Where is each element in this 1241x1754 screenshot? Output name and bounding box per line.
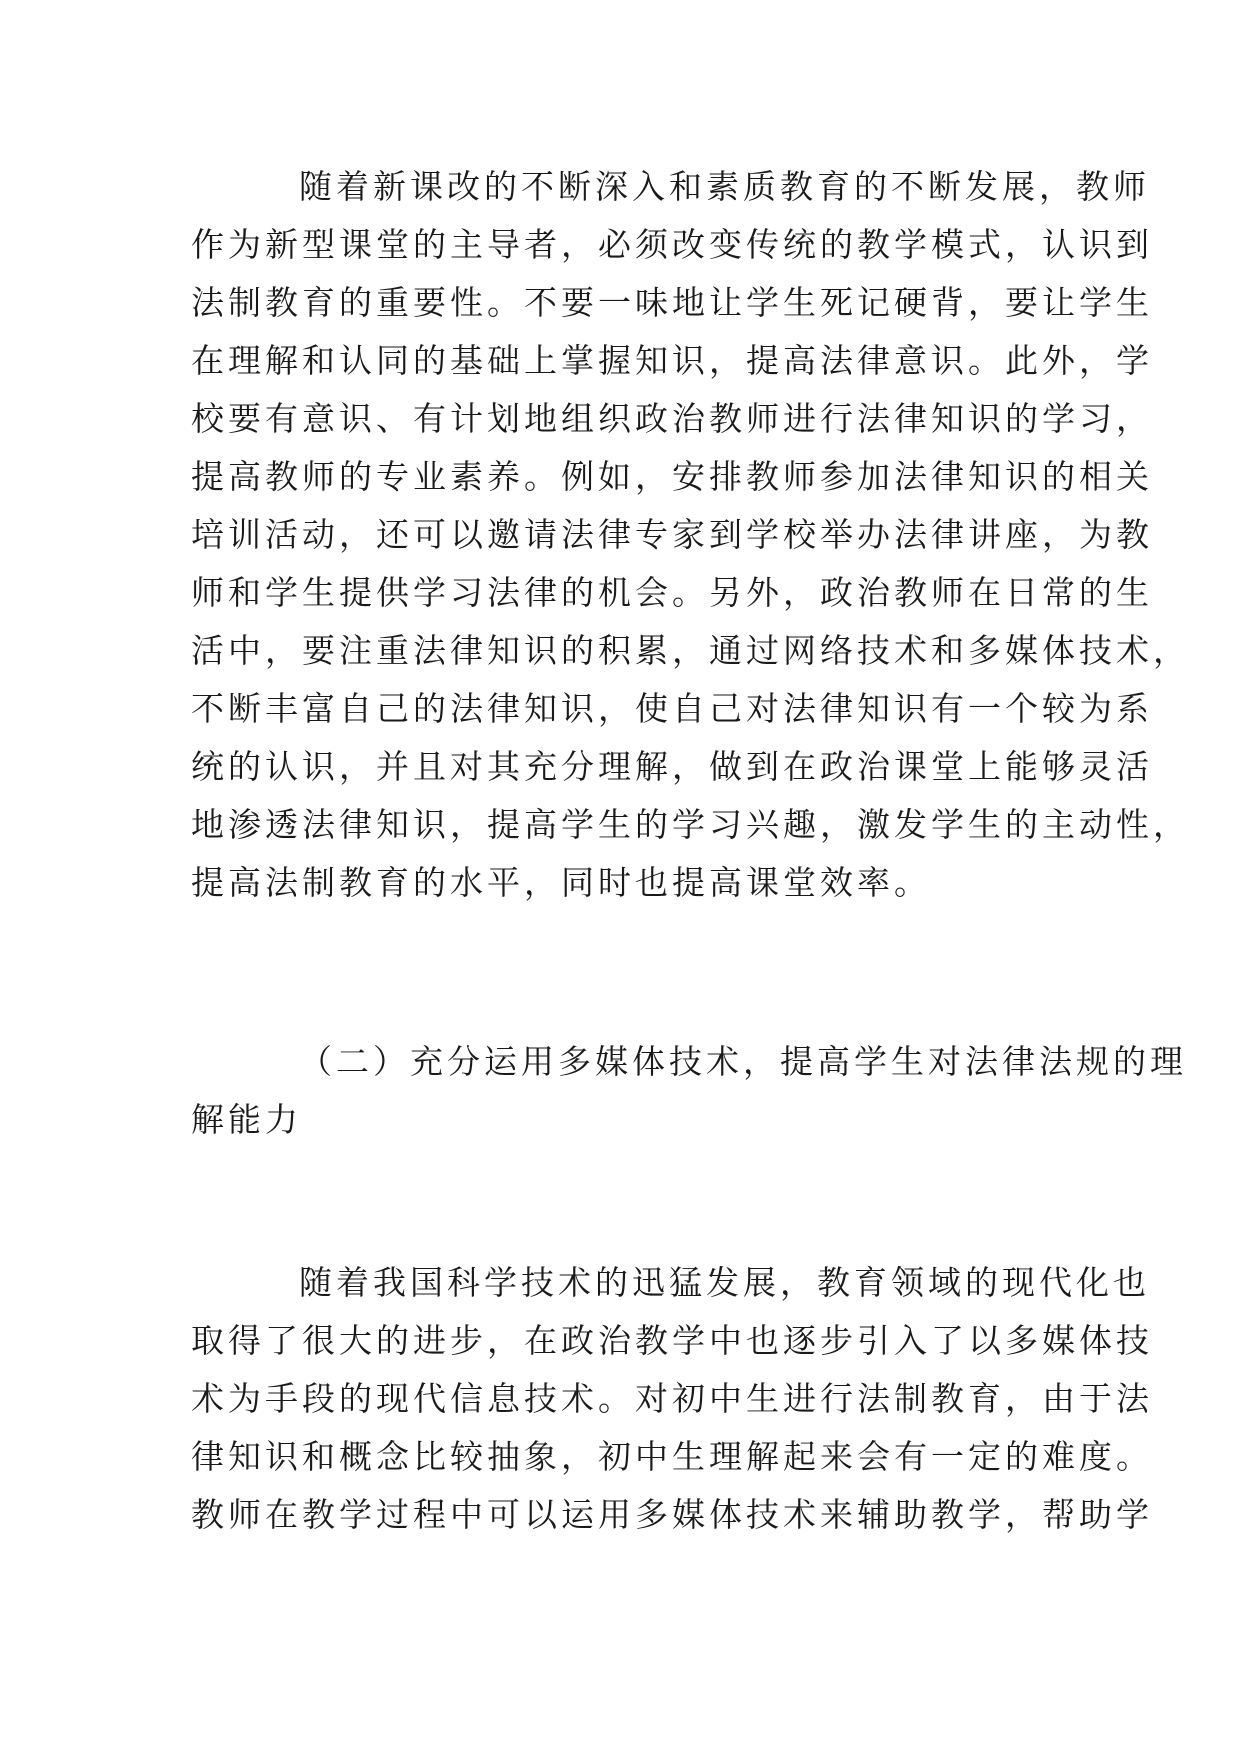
section-heading xyxy=(191,1033,1187,1149)
paragraph-line: 活中，要注重法律知识的积累，通过网络技术和多媒体技术， xyxy=(191,631,1190,670)
paragraph-line: 培训活动，还可以邀请法律专家到学校举办法律讲座，为教 xyxy=(191,515,1153,554)
paragraph-line: 师和学生提供学习法律的机会。另外，政治教师在日常的生 xyxy=(191,573,1153,612)
paragraph-line: 术为手段的现代信息技术。对初中生进行法制教育，由于法 xyxy=(191,1379,1153,1418)
paragraph-line: 作为新型课堂的主导者，必须改变传统的教学模式，认识到 xyxy=(191,225,1153,264)
paragraph-line: 随着新课改的不断深入和素质教育的不断发展，教师 xyxy=(299,167,1150,206)
paragraph-line: 律知识和概念比较抽象，初中生理解起来会有一定的难度。 xyxy=(191,1437,1153,1476)
paragraph-line: 统的认识，并且对其充分理解，做到在政治课堂上能够灵活 xyxy=(191,747,1153,786)
paragraph-line: 地渗透法律知识，提高学生的学习兴趣，激发学生的主动性， xyxy=(191,805,1190,844)
heading-line: （二）充分运用多媒体技术，提高学生对法律法规的理 xyxy=(299,1042,1187,1081)
body-paragraph xyxy=(191,158,1190,912)
paragraph-line: 取得了很大的进步，在政治教学中也逐步引入了以多媒体技 xyxy=(191,1321,1153,1360)
heading-line: 解能力 xyxy=(191,1100,302,1139)
paragraph-line: 提高法制教育的水平，同时也提高课堂效率。 xyxy=(191,863,931,902)
paragraph-line: 教师在教学过程中可以运用多媒体技术来辅助教学，帮助学 xyxy=(191,1495,1153,1534)
body-paragraph xyxy=(191,1254,1153,1544)
paragraph-line: 提高教师的专业素养。例如，安排教师参加法律知识的相关 xyxy=(191,457,1153,496)
paragraph-line: 随着我国科学技术的迅猛发展，教育领域的现代化也 xyxy=(299,1263,1150,1302)
paragraph-line: 在理解和认同的基础上掌握知识，提高法律意识。此外，学 xyxy=(191,341,1153,380)
paragraph-line: 不断丰富自己的法律知识，使自己对法律知识有一个较为系 xyxy=(191,689,1153,728)
paragraph-line: 法制教育的重要性。不要一味地让学生死记硬背，要让学生 xyxy=(191,283,1153,322)
paragraph-line: 校要有意识、有计划地组织政治教师进行法律知识的学习， xyxy=(191,399,1153,438)
